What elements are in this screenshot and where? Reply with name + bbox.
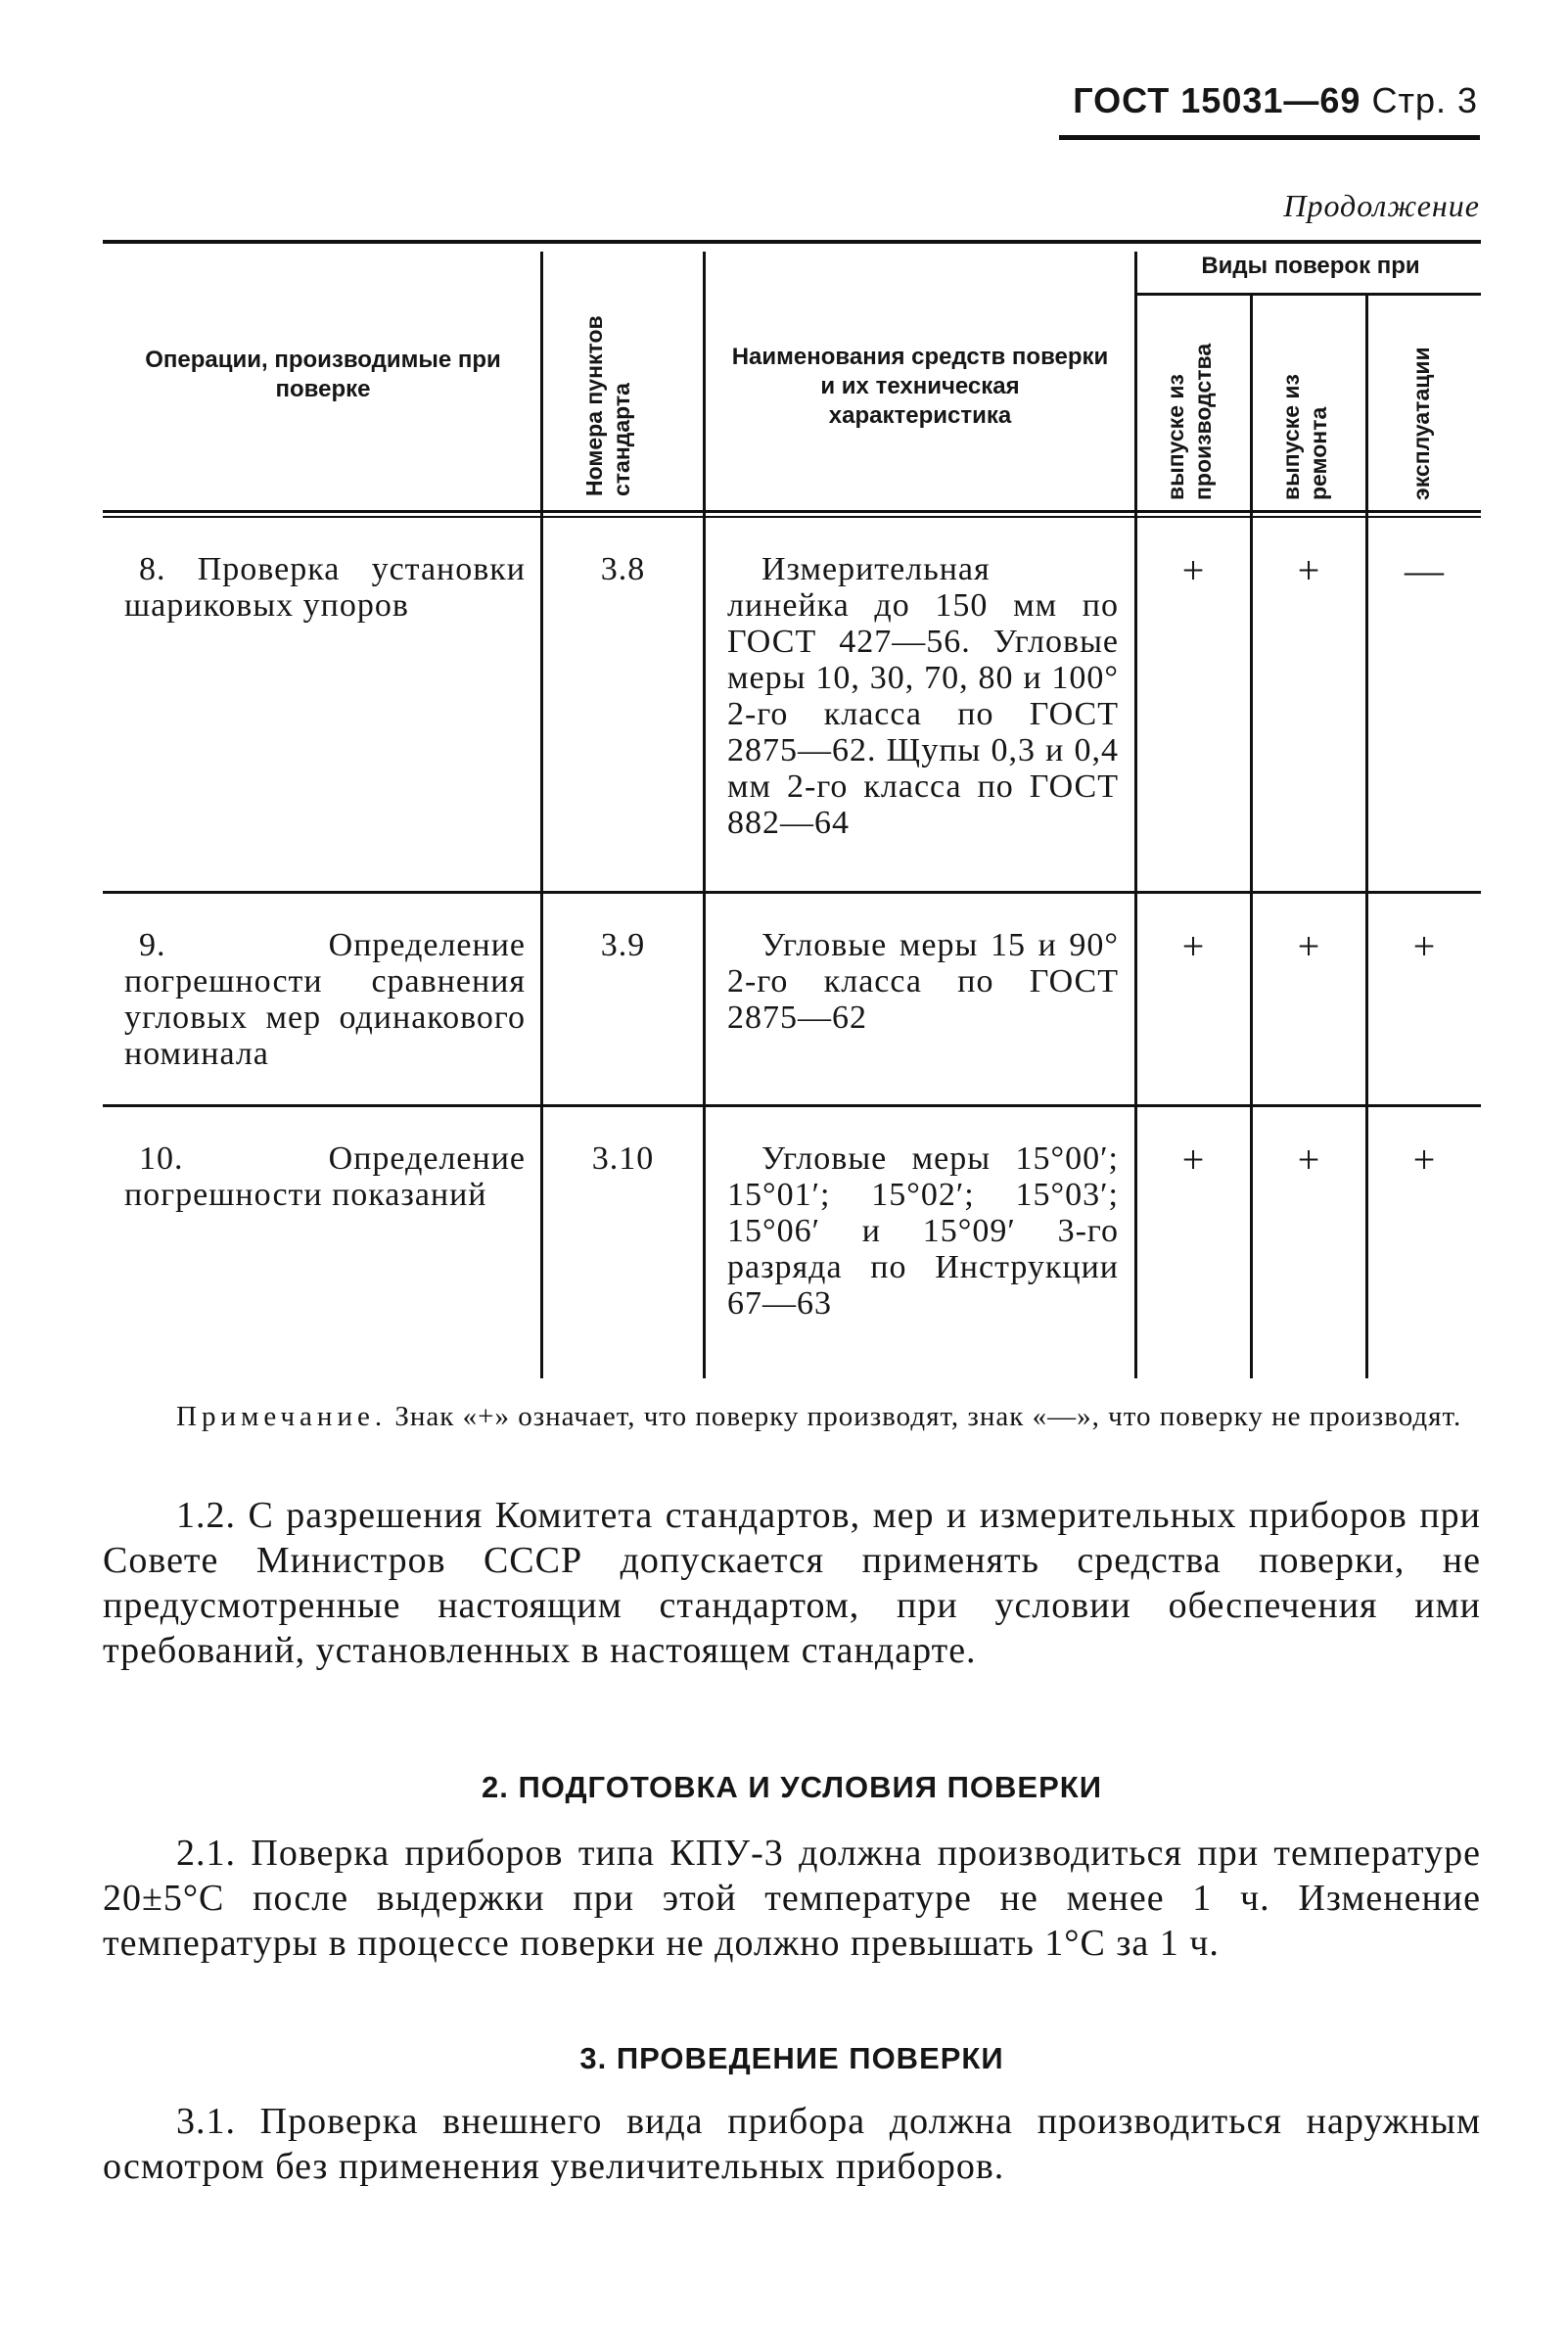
page-number: Стр. 3 [1371, 80, 1478, 120]
note-label: Примечание. [176, 1401, 388, 1432]
column-divider [703, 252, 706, 1378]
column-divider [1250, 295, 1253, 1378]
header-type-operation: эксплуатации [1408, 347, 1434, 500]
header-type-repair: выпуске из ремонта [1278, 374, 1331, 500]
note-text: Знак «+» означает, что поверку производят, знак «—», что поверку не производят. [394, 1401, 1462, 1432]
row-9-operation-check: + [1412, 924, 1437, 968]
row-10-manufacture: + [1181, 1138, 1206, 1182]
row-9-operation: 9. Определение погрешности сравнения угловых мер одинакового номинала [124, 927, 526, 1072]
row-divider [103, 1104, 1481, 1107]
column-divider [1134, 252, 1137, 1378]
row-10-operation: 10. Определение погрешности показаний [124, 1140, 526, 1213]
group-header-rule [1134, 293, 1481, 296]
header-bottom-rule [103, 510, 1481, 513]
header-bottom-rule-2 [103, 516, 1481, 518]
row-10-operation-check: + [1412, 1138, 1437, 1182]
continuation-label: Продолжение [1283, 188, 1480, 223]
row-9-repair: + [1297, 924, 1321, 968]
header-clause-numbers: Номера пунктов стандарта [581, 315, 634, 496]
row-8-operation-check: — [1405, 548, 1445, 592]
header-means: Наименования средств поверки и их техническая характеристика [731, 344, 1109, 429]
header-operations: Операции, производимые при поверке [145, 347, 501, 402]
row-10-repair: + [1297, 1138, 1321, 1182]
header-types-group: Виды поверок при [1201, 253, 1420, 279]
running-header [1018, 80, 1478, 121]
row-9-clause: 3.9 [600, 927, 646, 963]
paragraph-2-1: 2.1. Поверка приборов типа КПУ-3 должна производиться при температуре 20±5°С после выдержки при этой температуре не менее 1 ч. Изменение температуры в процессе поверки не должно превышать 1°С за 1 ч. [103, 1833, 1481, 1964]
paragraph-1-2: 1.2. С разрешения Комитета стандартов, мер и измерительных приборов при Совете Министров СССР допускается применять средства поверки, не предусмотренные настоящим стандартом, при условии обеспечения ими требований, установленных в настоящем стандарте. [103, 1495, 1481, 1671]
section-3-title: 3. ПРОВЕДЕНИЕ ПОВЕРКИ [579, 2041, 1004, 2075]
row-8-means: Измерительная линейка до 150 мм по ГОСТ 427—56. Угловые меры 10, 30, 70, 80 и 100° 2-го класса по ГОСТ 2875—62. Щупы 0,3 и 0,4 мм 2-го класса по ГОСТ 882—64 [727, 551, 1119, 841]
table-top-rule [103, 240, 1481, 244]
row-8-clause: 3.8 [600, 551, 646, 587]
row-10-means: Угловые меры 15°00′; 15°01′; 15°02′; 15°03′; 15°06′ и 15°09′ 3-го разряда по Инструкции 67—63 [727, 1140, 1119, 1322]
standard-number: ГОСТ 15031—69 [1073, 80, 1361, 120]
row-9-means: Угловые меры 15 и 90° 2-го класса по ГОСТ 2875—62 [727, 927, 1119, 1036]
row-10-clause: 3.10 [591, 1140, 655, 1177]
row-8-manufacture: + [1181, 548, 1206, 592]
column-divider [1365, 295, 1368, 1378]
row-8-operation: 8. Проверка установки шариковых упоров [124, 551, 526, 624]
row-9-manufacture: + [1181, 924, 1206, 968]
table-note [103, 1398, 1481, 1435]
row-8-repair: + [1297, 548, 1321, 592]
header-type-manufacture: выпуске из производства [1163, 343, 1216, 500]
verification-table [103, 240, 1481, 1378]
row-divider [103, 891, 1481, 894]
header-rule [1059, 135, 1480, 140]
paragraph-3-1: 3.1. Проверка внешнего вида прибора должна производиться наружным осмотром без применения увеличительных приборов. [103, 2101, 1481, 2187]
section-2-title: 2. ПОДГОТОВКА И УСЛОВИЯ ПОВЕРКИ [482, 1770, 1102, 1804]
column-divider [540, 252, 543, 1378]
